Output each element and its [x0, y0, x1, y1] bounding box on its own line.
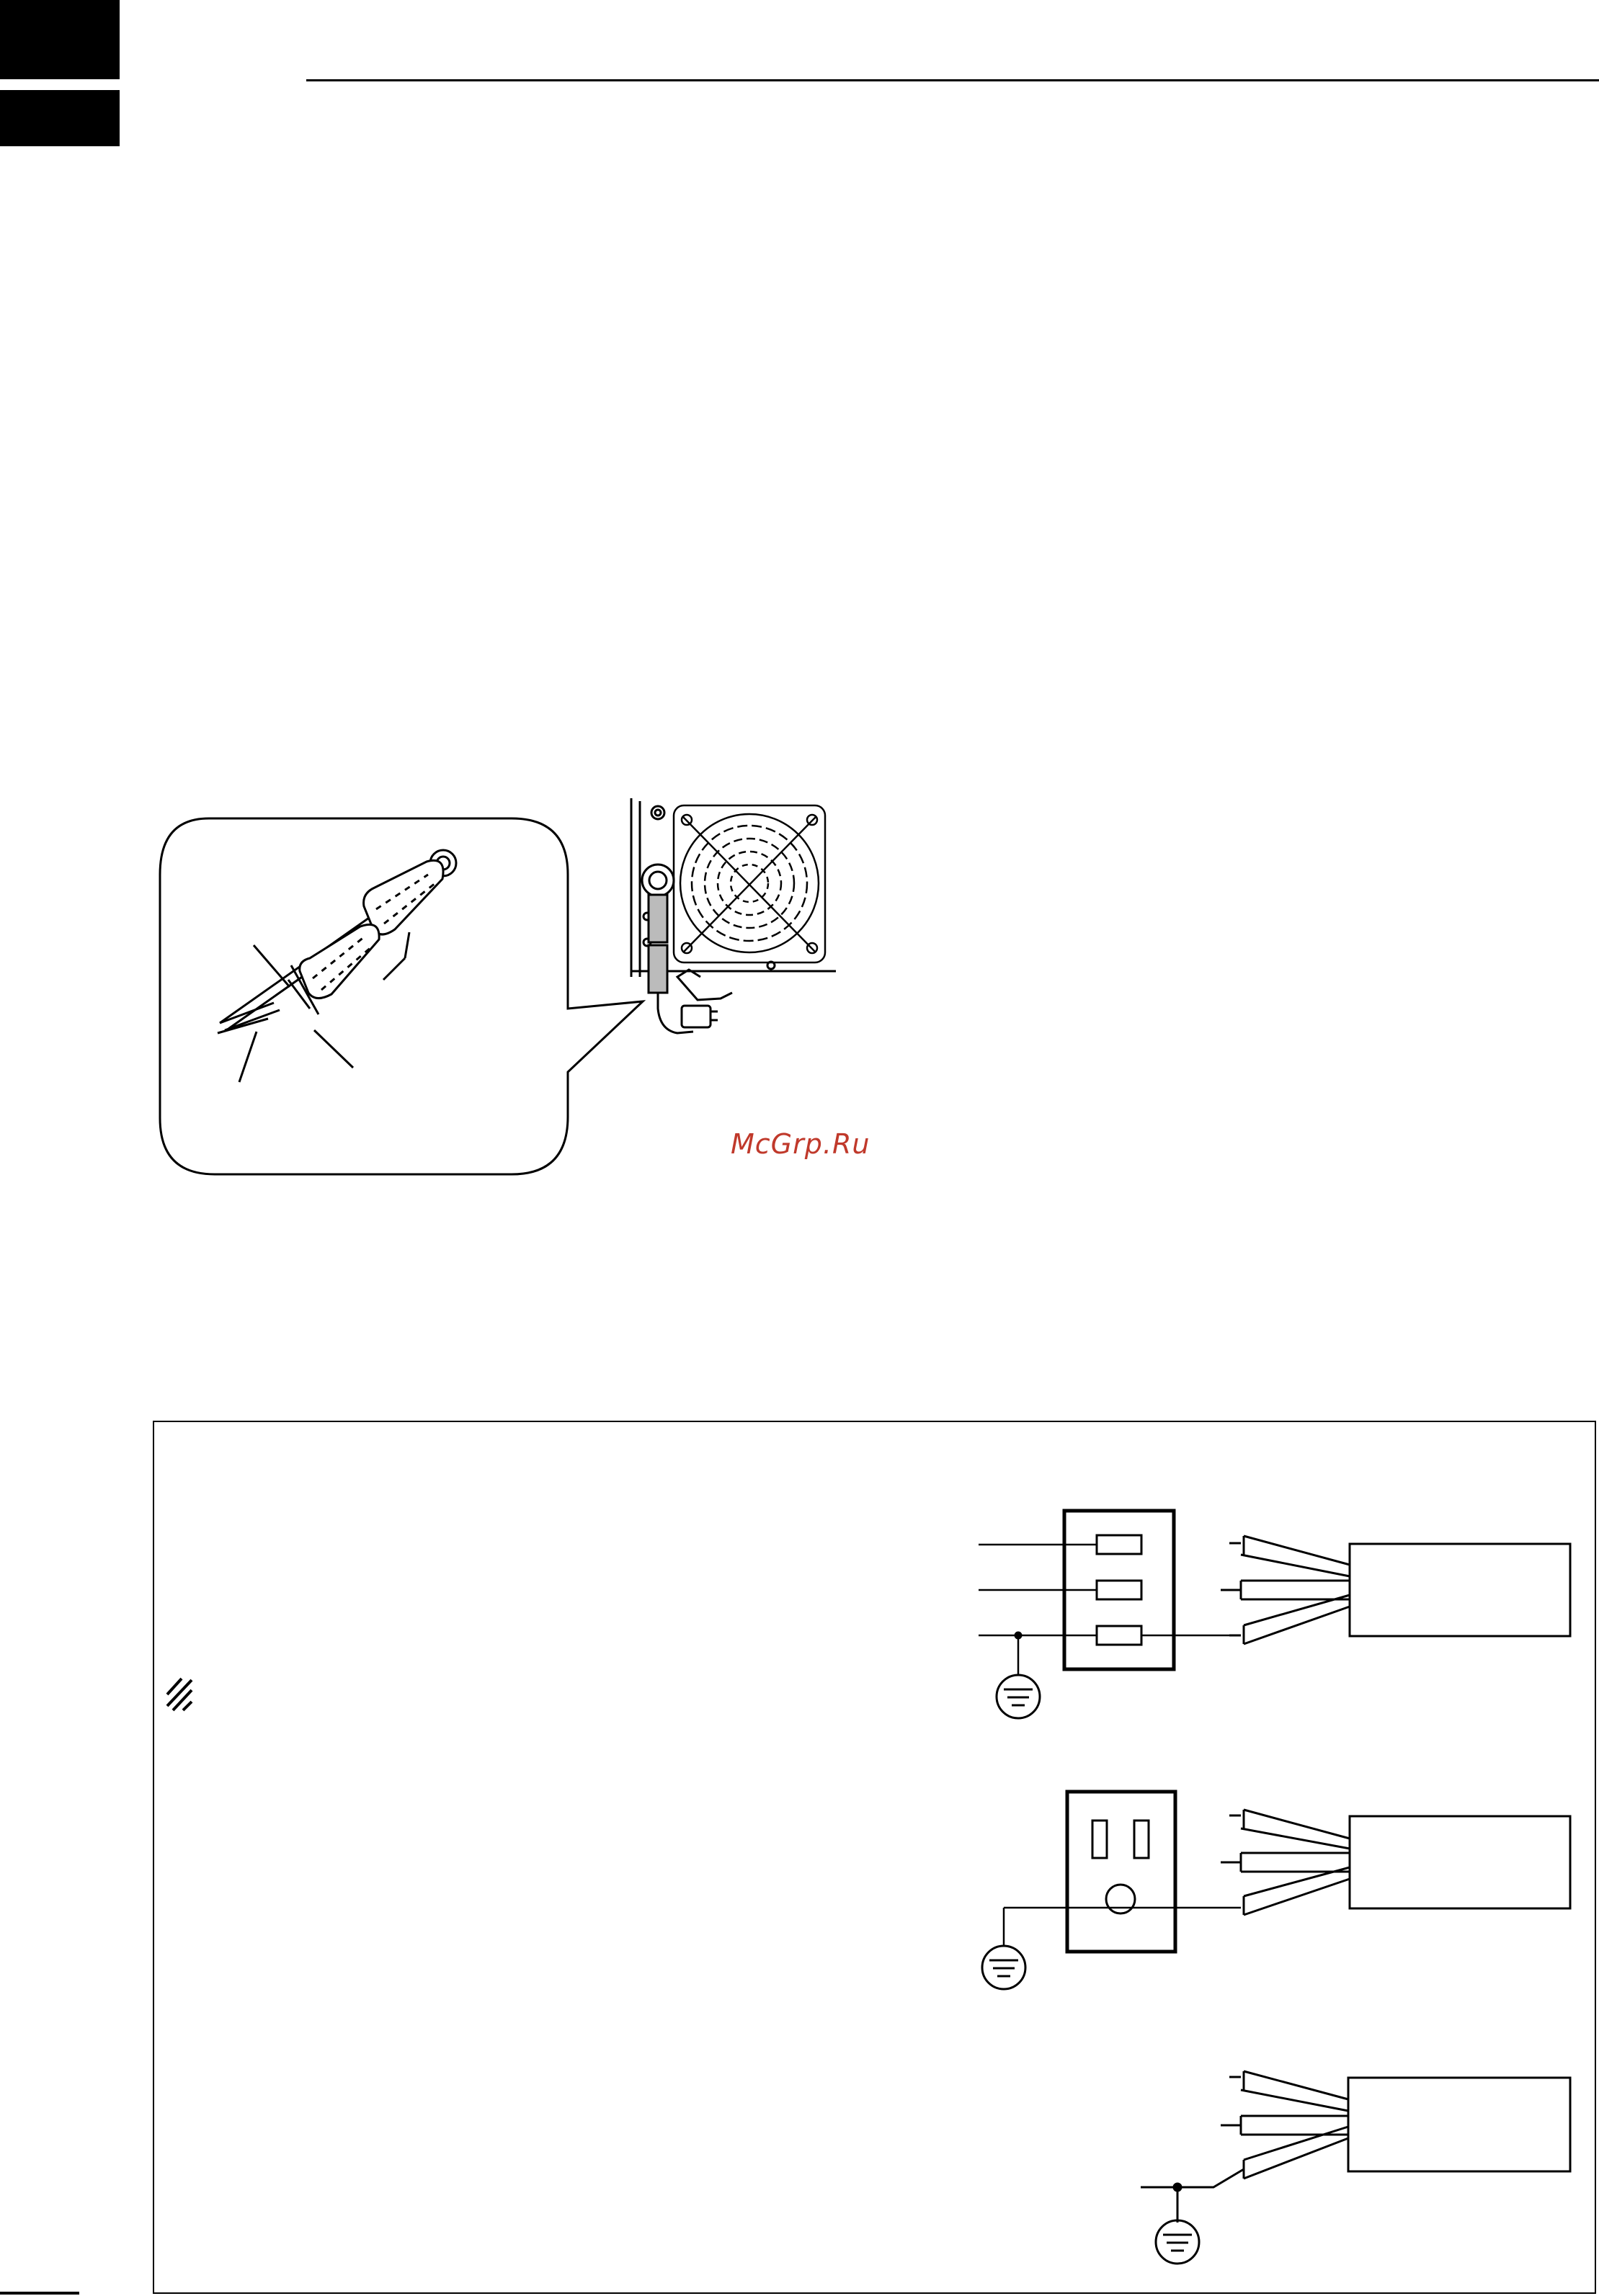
footer-rule: [0, 2292, 79, 2295]
power-plug-icon-2: [1221, 1810, 1570, 1915]
watermark-text: McGrp.Ru: [731, 1128, 870, 1160]
power-plug-icon-1: [1221, 1536, 1570, 1644]
hatched-note-icon: [167, 1679, 192, 1710]
ground-symbol-icon: [997, 1675, 1040, 1718]
direct-ground-wiring-icon: [1141, 2071, 1570, 2223]
ground-symbol-icon: [1156, 2220, 1199, 2264]
ground-symbol-icon: [982, 1946, 1025, 1989]
two-slot-grounded-outlet-icon: [1004, 1792, 1241, 1952]
three-slot-outlet-icon: [979, 1511, 1241, 1675]
